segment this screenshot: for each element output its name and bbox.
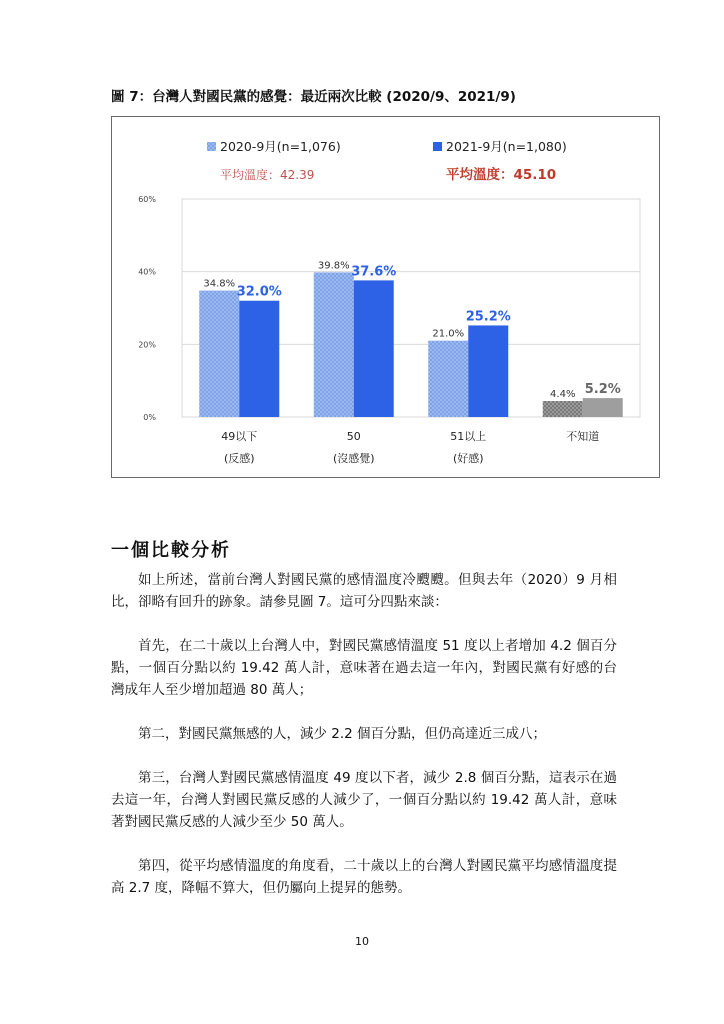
- data-label-2021: 37.6%: [351, 264, 397, 280]
- y-tick-label: 40%: [138, 267, 156, 277]
- data-label-2021: 25.2%: [465, 309, 511, 325]
- category-label: 49以下: [221, 430, 258, 443]
- data-label-2020: 4.4%: [550, 389, 576, 401]
- legend-swatch-2020: [207, 142, 216, 151]
- figure-caption: 圖 7：台灣人對國民黨的感覺：最近兩次比較 (2020/9、2021/9): [111, 89, 516, 105]
- paragraph-first-point: 首先，在二十歲以上台灣人中，對國民黨感情溫度 51 度以上者增加 4.2 個百分點，一個百分點以約 19.42 萬人計，意味著在過去這一年內，對國民黨有好感的台灣成年人至少增加超過 80 萬人；: [111, 638, 617, 698]
- bar-2020: [543, 401, 583, 417]
- avg-temp-2020: 平均溫度：42.39: [220, 168, 315, 182]
- y-tick-label: 60%: [138, 195, 156, 204]
- data-label-2021: 5.2%: [584, 382, 621, 398]
- chart-canvas: [112, 117, 659, 477]
- data-label-2021: 32.0%: [236, 284, 282, 300]
- paragraph-second-point: 第二，對國民黨無感的人，減少 2.2 個百分點，但仍高達近三成八；: [138, 726, 547, 742]
- data-label-2020: 39.8%: [317, 260, 350, 272]
- bar-2021: [583, 398, 623, 417]
- bar-2020: [428, 341, 468, 417]
- data-label-2020: 34.8%: [203, 278, 236, 290]
- y-tick-label: 20%: [138, 340, 156, 350]
- bar-chart: [111, 116, 660, 478]
- paragraph-fourth-point: 第四，從平均感情溫度的角度看，二十歲以上的台灣人對國民黨平均感情溫度提高 2.7 度，降幅不算大，但仍屬向上提昇的態勢。: [111, 858, 617, 896]
- legend-swatch-2021: [433, 142, 442, 151]
- page-number: 10: [355, 935, 369, 948]
- bar-2020: [314, 272, 354, 417]
- bar-2021: [354, 280, 394, 417]
- y-tick-label: 0%: [143, 413, 156, 422]
- data-label-2020: 21.0%: [432, 328, 465, 340]
- category-sublabel: (好感): [452, 452, 484, 465]
- paragraph-intro: 如上所述，當前台灣人對國民黨的感情溫度冷颼颼。但與去年（2020）9 月相比，卻略有回升的跡象。請參見圖 7。這可分四點來談：: [111, 572, 617, 610]
- category-label: 51以上: [450, 430, 487, 443]
- bar-2020: [199, 291, 239, 417]
- category-label: 不知道: [566, 430, 600, 443]
- bar-2021: [239, 301, 279, 417]
- category-sublabel: (沒感覺): [332, 452, 375, 465]
- avg-temp-2021: 平均溫度：45.10: [446, 167, 557, 183]
- legend-label-2020: 2020-9月(n=1,076): [220, 139, 341, 154]
- legend-label-2021: 2021-9月(n=1,080): [446, 139, 567, 154]
- bar-2021: [468, 325, 508, 417]
- category-label: 50: [346, 430, 361, 443]
- category-sublabel: (反感): [223, 452, 255, 465]
- paragraph-third-point: 第三，台灣人對國民黨感情溫度 49 度以下者，減少 2.8 個百分點，這表示在過去這一年，台灣人對國民黨反感的人減少了，一個百分點以約 19.42 萬人計，意味著對國民黨反感的人減少至少 50 萬人。: [111, 770, 617, 830]
- section-title: 一個比較分析: [111, 540, 231, 561]
